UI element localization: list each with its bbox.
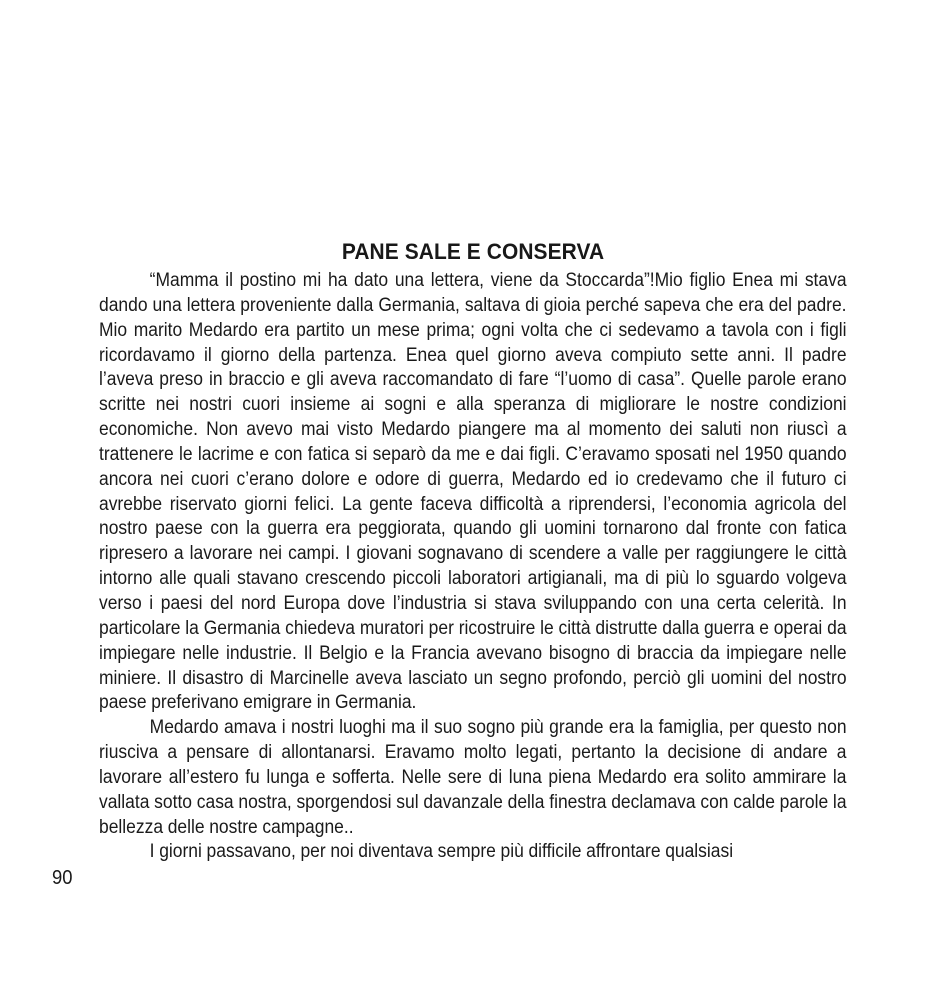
page-number: 90 bbox=[52, 867, 73, 889]
paragraph: I giorni passavano, per noi diventava sempre più difficile affrontare qualsiasi bbox=[149, 841, 734, 863]
body-text bbox=[99, 269, 847, 865]
paragraph: Medardo amava i nostri luoghi ma il suo sogno più grande era la famiglia, per questo non riusciva a pensare di allontanarsi. Eravamo molto legati, pertanto la decisione di andare a lavorare all’estero fu lunga e sofferta. Nelle sere di luna piena Medardo era solito ammirare la vallata sotto casa nostra, sporgendosi sul davanzale della finestra declamava con calde parole la bellezza delle nostre campagne.. bbox=[99, 717, 847, 838]
page-title: PANE SALE E CONSERVA bbox=[341, 239, 605, 265]
paragraph: “Mamma il postino mi ha dato una lettera, viene da Stoccarda”!Mio figlio Enea mi stava dando una lettera proveniente dalla Germania, saltava di gioia perché sapeva che era del padre. Mio marito Medardo era partito un mese prima; ogni volta che ci sedevamo a tavola con i figli ricordavamo il giorno della partenza. Enea quel giorno aveva compiuto sette anni. Il padre l’aveva preso in braccio e gli aveva raccomandato di fare “l’uomo di casa”. Quelle parole erano scritte nei nostri cuori insieme ai sogni e alla speranza di migliorare le nostre condizioni economiche. Non avevo mai visto Medardo piangere ma al momento dei saluti non riuscì a trattenere le lacrime e con fatica si separò da me e dai figli. C’eravamo sposati nel 1950 quando ancora nei cuori c’erano dolore e odore di guerra, Medardo ed io credevamo che il futuro ci avrebbe riservato giorni felici. La gente faceva difficoltà a riprendersi, l’economia agricola del nostro paese con la guerra era peggiorata, quando gli uomini tornarono dal fronte con fatica ripresero a lavorare nei campi. I giovani sognavano di scendere a valle per raggiungere le città intorno alle quali stavano crescendo piccoli laboratori artigianali, ma di più lo sguardo volgeva verso i paesi del nord Europa dove l’industria si stava sviluppando con una certa celerità. In particolare la Germania chiedeva muratori per ricostruire le città distrutte dalla guerra e operai da impiegare nelle industrie. Il Belgio e la Francia avevano bisogno di braccia da impiegare nelle miniere. Il disastro di Marcinelle aveva lasciato un segno profondo, perciò gli uomini del nostro paese preferivano emigrare in Germania. bbox=[99, 270, 847, 714]
